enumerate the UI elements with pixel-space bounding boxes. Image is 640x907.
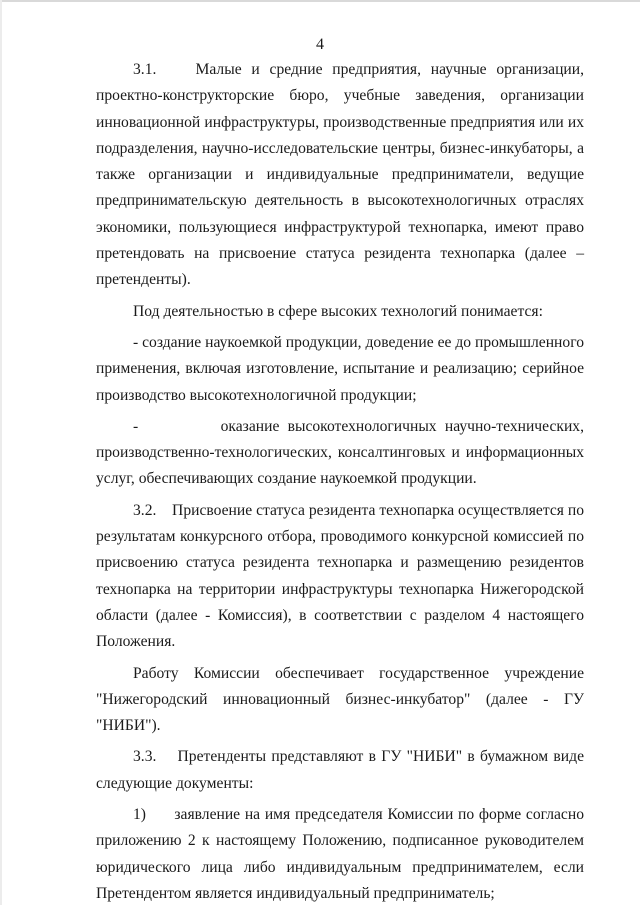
paragraph-list-item-creation: - создание наукоемкой продукции, доведение ее до промышленного применения, включая изготовление, испытание и реализацию; серийное производство высокотехнологичной продукции; [96, 333, 584, 404]
scan-left-edge [0, 0, 2, 905]
paragraph-document-item-1: 1) заявление на имя председателя Комиссии по форме согласно приложению 2 к настоящему Положению, подписанное руководителем юридического лица либо индивидуальным предпринимателем, если Претендентом является индивидуальный предприниматель; [96, 806, 584, 902]
scan-top-edge [0, 0, 640, 2]
paragraph-3-2: 3.2. Присвоение статуса резидента технопарка осуществляется по результатам конкурсного отбора, проводимого конкурсной комиссией по присвоению статуса резидента технопарка и размещению резидентов технопарка на территории инфраструктуры технопарка Нижегородской области (далее - Комиссия), в соответствии с разделом 4 настоящего Положения. [96, 501, 584, 651]
paragraph-high-tech-definition: Под деятельностью в сфере высоких технологий понимается: [133, 302, 543, 320]
paragraph-3-1: 3.1. Малые и средние предприятия, научные организации, проектно-конструкторские бюро, учебные заведения, организации инновационной инфраструктуры, производственные предприятия или их подразделения, научно-исследовательские центры, бизнес-инкубаторы, а также организации и индивидуальные предприниматели, ведущие предпринимательскую деятельность в высокотехнологичных отраслях экономики, пользующиеся инфраструктурой технопарка, имеют право претендовать на присвоение статуса резидента технопарка (далее – претенденты). [96, 61, 584, 289]
paragraph-list-item-services: - оказание высокотехнологичных научно-технических, производственно-технологических, консалтинговых и информационных услуг, обеспечивающих создание наукоемкой продукции. [96, 417, 584, 488]
document-body [96, 57, 584, 907]
page-number: 4 [316, 36, 324, 53]
paragraph-3-3: 3.3. Претенденты представляют в ГУ "НИБИ" в бумажном виде следующие документы: [96, 748, 584, 792]
paragraph-commission-support: Работу Комиссии обеспечивает государственное учреждение "Нижегородский инновационный бизнес-инкубатор" (далее - ГУ "НИБИ"). [96, 664, 584, 735]
